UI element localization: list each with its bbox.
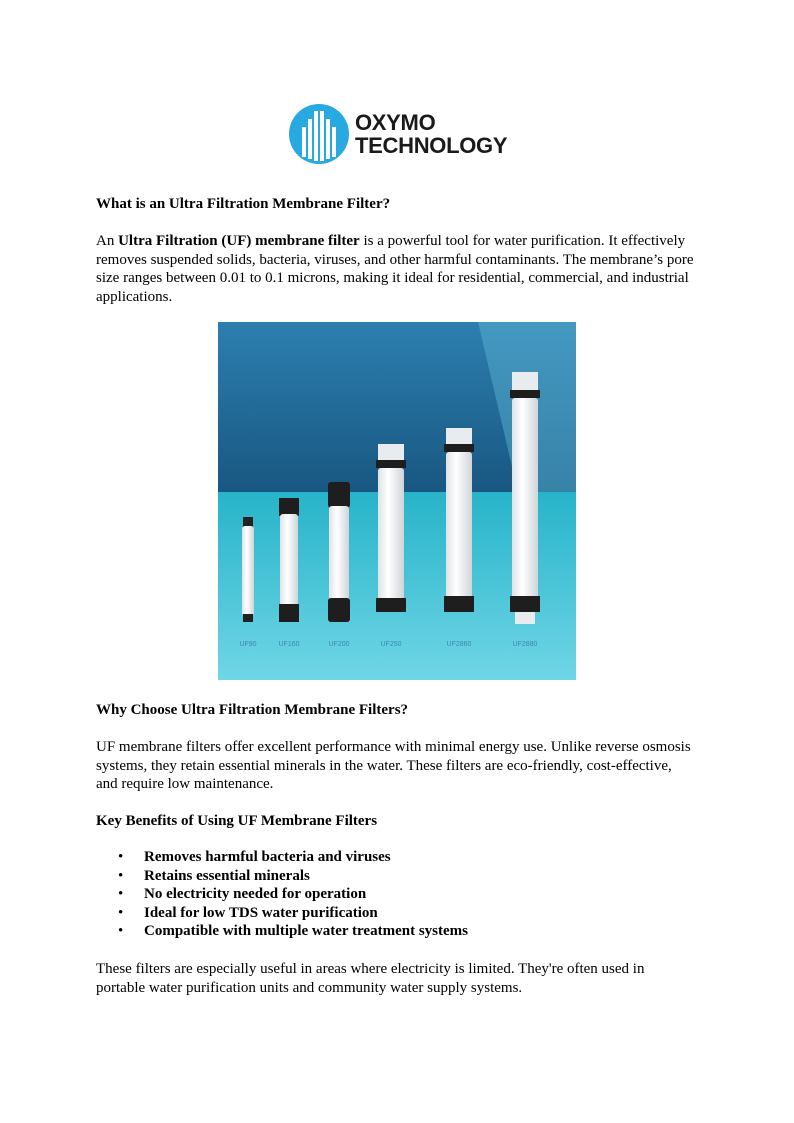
list-item: • Retains essential minerals [118,867,310,884]
filter-uf160 [279,498,299,622]
bullet-icon: • [118,904,124,921]
label-uf200: UF200 [328,641,350,648]
label-uf90: UF90 [239,641,257,648]
intro-bold-term: Ultra Filtration (UF) membrane filter [118,233,360,249]
list-item: • No electricity needed for operation [118,886,367,902]
bullet-icon: • [118,886,124,902]
label-uf2860: UF2860 [446,641,472,648]
list-item: • Compatible with multiple water treatment systems [118,923,468,939]
list-item: • Ideal for low TDS water purification [118,904,378,921]
intro-paragraph [96,232,696,306]
logo-line-2: TECHNOLOGY [355,133,508,158]
bullet-icon: • [118,849,124,865]
logo-mark-icon [288,103,350,165]
closing-paragraph: These filters are especially useful in areas where electricity is limited. They're often used in portable water purification units and community water supply systems. [96,961,645,996]
label-uf160: UF160 [278,641,300,648]
filter-uf2860 [444,428,474,612]
heading-why-choose: Why Choose Ultra Filtration Membrane Filters? [96,702,409,718]
list-item: • Removes harmful bacteria and viruses [118,849,391,865]
intro-prefix: An [96,233,119,249]
filter-uf200 [328,482,350,622]
logo-wordmark [355,111,507,157]
product-photo [218,322,576,680]
intro-rest: is a powerful tool for water purification. It effectively removes suspended solids, bacteria, viruses, and other harmful contaminants. The membrane’s pore size ranges between 0.01 to 0.1 microns, making it ideal for residential, commercial, and industrial applications. [96,233,694,305]
benefits-list [96,848,696,941]
bullet-icon: • [118,923,124,939]
filter-uf90 [242,517,254,622]
label-uf2880: UF2880 [512,641,538,648]
why-paragraph: UF membrane filters offer excellent performance with minimal energy use. Unlike reverse osmosis systems, they retain essential minerals in the water. These filters are eco-friendly, cost-effective, and require low maintenance. [96,739,691,792]
company-logo [288,103,508,165]
heading-what-is-uf: What is an Ultra Filtration Membrane Filter? [96,196,391,212]
label-uf250: UF250 [380,641,402,648]
filter-uf250 [376,444,406,612]
logo-line-1: OXYMO [355,110,436,135]
heading-key-benefits: Key Benefits of Using UF Membrane Filters [96,813,378,829]
filter-uf2880 [510,372,540,624]
bullet-icon: • [118,867,124,884]
